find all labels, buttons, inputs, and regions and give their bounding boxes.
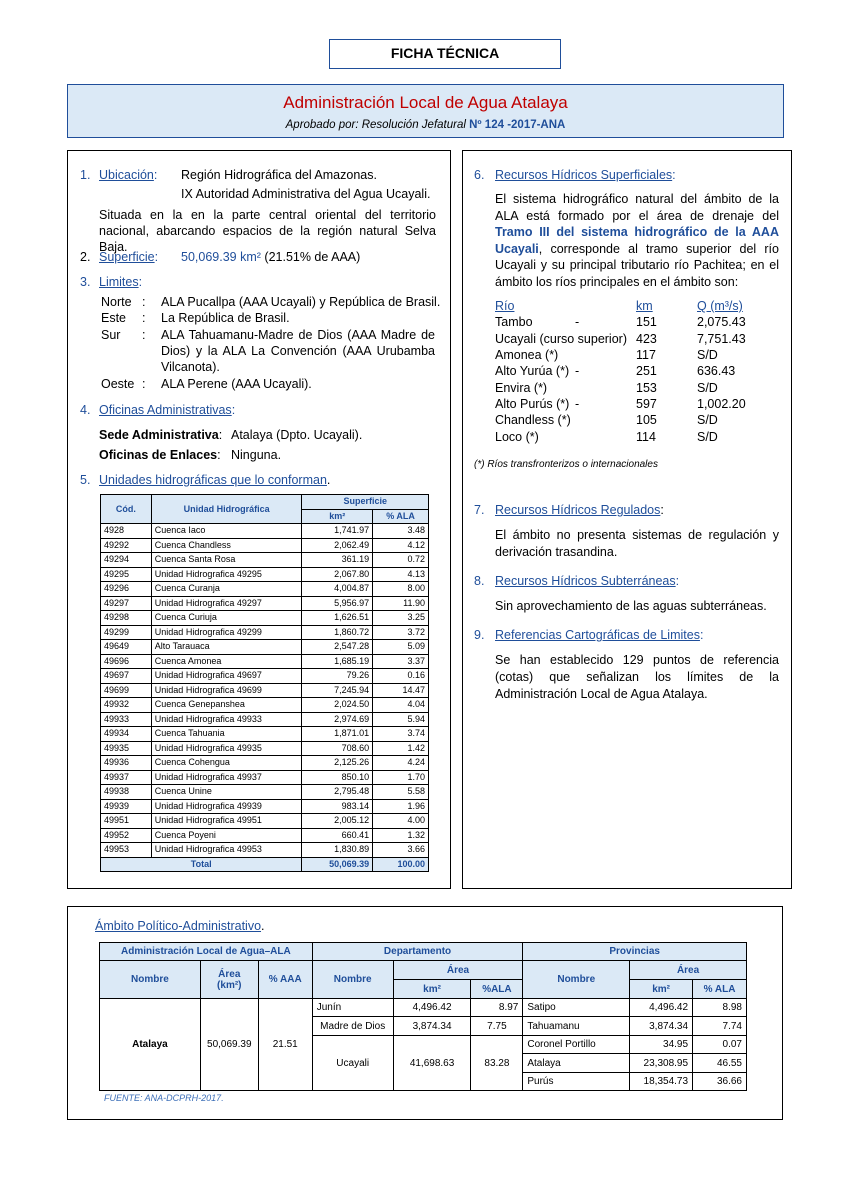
header-prov-area: Área (630, 961, 747, 980)
cell-pct: 3.66 (373, 843, 429, 858)
cell-cod: 49297 (101, 596, 152, 611)
section-number: 6. (474, 168, 485, 182)
cell-km2: 361.19 (302, 553, 373, 568)
limite-sep: : (142, 377, 146, 391)
enlace-label: Oficinas de Enlaces (99, 448, 218, 462)
section-title: Unidades hidrográficas que lo conforman (99, 473, 327, 487)
river-name: Loco (*) (495, 429, 539, 444)
ubicacion-line2: IX Autoridad Administrativa del Agua Ucayali. (181, 187, 431, 201)
section-title: Ubicación (99, 168, 154, 182)
superficie-value-line (181, 249, 360, 265)
cell-cod: 49952 (101, 828, 152, 843)
ala-pct: 21.51 (258, 999, 312, 1091)
river-row (495, 314, 787, 330)
col-header-unidad: Unidad Hidrográfica (151, 495, 302, 524)
ala-area: 50,069.39 (200, 999, 258, 1091)
unidades-table (100, 494, 429, 872)
river-row (495, 363, 787, 379)
paragraph-highlight: Tramo III del sistema hidrográfico de la AAA Ucayali (495, 225, 779, 256)
cell-cod: 49953 (101, 843, 152, 858)
prov-name: Atalaya (523, 1054, 630, 1073)
subterraneas-text: Sin aprovechamiento de las aguas subterráneas. (495, 599, 767, 613)
cell-cod: 49696 (101, 654, 152, 669)
prov-name: Tahuamanu (523, 1017, 630, 1036)
river-km: 423 (636, 331, 657, 346)
area-unit: (km²) (217, 979, 242, 991)
cell-km2: 2,974.69 (302, 712, 373, 727)
cell-unidad: Cuenca Amonea (151, 654, 302, 669)
river-dash: - (575, 396, 580, 411)
prov-pct: 36.66 (693, 1073, 747, 1091)
river-q: 636.43 (697, 364, 736, 379)
table-row (101, 799, 429, 814)
dep-pct: 7.75 (471, 1017, 523, 1036)
river-km: 251 (636, 364, 657, 379)
section-ubicacion (80, 167, 90, 183)
cell-cod: 49296 (101, 582, 152, 597)
dep-pct: 8.97 (471, 999, 523, 1017)
river-row (495, 396, 787, 412)
river-name-cell (495, 331, 636, 347)
river-km: 117 (636, 348, 656, 363)
source-note: FUENTE: ANA-DCPRH-2017. (104, 1093, 224, 1103)
cell-unidad: Unidad Hidrografica 49951 (151, 814, 302, 829)
cell-km2: 1,685.19 (302, 654, 373, 669)
cell-unidad: Unidad Hidrografica 49935 (151, 741, 302, 756)
prov-name: Coronel Portillo (523, 1036, 630, 1054)
area-label: Área (218, 968, 241, 980)
page-title: Administración Local de Agua Atalaya (283, 93, 568, 112)
cell-pct: 5.09 (373, 640, 429, 655)
regulados-text: El ámbito no presenta sistemas de regulación y derivación trasandina. (495, 528, 779, 559)
period: . (261, 919, 265, 933)
table-row (101, 654, 429, 669)
river-km: 597 (636, 396, 657, 411)
rivers-header-rio: Río (495, 299, 515, 314)
river-dash: - (575, 364, 580, 379)
header-prov-nombre: Nombre (523, 961, 630, 999)
dep-name: Junín (312, 999, 393, 1017)
cell-cod: 49294 (101, 553, 152, 568)
cell-km2: 2,547.28 (302, 640, 373, 655)
paragraph-part: El sistema hidrográfico natural del ámbito de la ALA está formado por el área de drenaje del (495, 192, 779, 223)
section-title: Recursos Hídricos Superficiales (495, 168, 673, 182)
river-name: Alto Yurúa (*) (495, 364, 570, 379)
cell-cod: 49932 (101, 698, 152, 713)
cell-pct: 5.58 (373, 785, 429, 800)
colon: : (675, 574, 680, 588)
prov-name: Satipo (523, 999, 630, 1017)
cell-km2: 660.41 (302, 828, 373, 843)
cell-km2: 79.26 (302, 669, 373, 684)
ambito-table (99, 942, 747, 1091)
ala-name: Atalaya (100, 999, 201, 1091)
approval-prefix: Aprobado por: Resolución Jefatural (285, 119, 470, 131)
cell-km2: 7,245.94 (302, 683, 373, 698)
cell-pct: 1.96 (373, 799, 429, 814)
prov-pct: 8.98 (693, 999, 747, 1017)
rivers-header-q: Q (m³/s) (697, 299, 743, 314)
col-header-km2: km² (302, 509, 373, 524)
ubicacion-line1: Región Hidrográfica del Amazonas. (181, 168, 377, 182)
table-row (101, 770, 429, 785)
section-title: Ámbito Político-Administrativo (95, 919, 262, 933)
cell-cod: 49936 (101, 756, 152, 771)
col-header-superficie: Superficie (302, 495, 429, 510)
limite-dir-sur: Sur (101, 328, 121, 342)
cell-unidad: Cuenca Genepanshea (151, 698, 302, 713)
cell-unidad: Unidad Hidrografica 49295 (151, 567, 302, 582)
table-total-row (101, 857, 429, 872)
cell-cod: 49699 (101, 683, 152, 698)
table-row (101, 538, 429, 553)
table-row (101, 698, 429, 713)
river-name-cell (495, 396, 636, 412)
dep-km: 41,698.63 (393, 1036, 471, 1091)
cell-pct: 11.90 (373, 596, 429, 611)
river-km: 151 (636, 315, 657, 330)
cell-cod: 49298 (101, 611, 152, 626)
table-row (101, 582, 429, 597)
cell-cod: 49939 (101, 799, 152, 814)
limite-dir-norte: Norte (101, 295, 132, 309)
oficinas-heading (99, 402, 235, 418)
section-title: Recursos Hídricos Subterráneas (495, 574, 676, 588)
cell-unidad: Unidad Hidrografica 49697 (151, 669, 302, 684)
ubicacion-heading (99, 167, 157, 183)
table-row (101, 828, 429, 843)
section-number: 2. (80, 250, 91, 264)
cell-km2: 5,956.97 (302, 596, 373, 611)
superficiales-paragraph (495, 191, 779, 290)
prov-name: Purús (523, 1073, 630, 1091)
colon: : (672, 168, 676, 182)
cell-pct: 4.12 (373, 538, 429, 553)
table-row (101, 640, 429, 655)
referencias-heading (495, 627, 703, 643)
table-row (101, 567, 429, 582)
cell-pct: 14.47 (373, 683, 429, 698)
section-number: 7. (474, 503, 485, 517)
cell-km2: 2,062.49 (302, 538, 373, 553)
header-ala-area (200, 961, 258, 999)
cell-pct: 5.94 (373, 712, 429, 727)
river-name: Amonea (*) (495, 348, 559, 363)
cell-km2: 2,024.50 (302, 698, 373, 713)
total-km2: 50,069.39 (302, 857, 373, 872)
river-km: 153 (636, 380, 657, 395)
enlace-label-line (99, 447, 221, 463)
cell-km2: 850.10 (302, 770, 373, 785)
header-dep-area: Área (393, 961, 523, 980)
cell-km2: 2,005.12 (302, 814, 373, 829)
river-q: S/D (697, 380, 718, 395)
limite-text-sur: ALA Tahuamanu-Madre de Dios (AAA Madre de Dios) y la ALA La Convención (AAA Urubamba Vilcanota). (161, 328, 435, 374)
section-title: Superficie (99, 250, 155, 264)
colon: : (660, 503, 664, 517)
dep-pct: 83.28 (471, 1036, 523, 1091)
prov-km: 34.95 (630, 1036, 693, 1054)
cell-cod: 4928 (101, 524, 152, 539)
prov-pct: 0.07 (693, 1036, 747, 1054)
limite-sep: : (142, 328, 146, 342)
col-header-pct-ala: % ALA (373, 509, 429, 524)
river-q: 7,751.43 (697, 331, 746, 346)
section-number: 3. (80, 275, 91, 289)
header-ala-nombre: Nombre (100, 961, 201, 999)
river-q: S/D (697, 348, 718, 363)
header-dep-km2: km² (393, 980, 471, 999)
table-row (101, 785, 429, 800)
cell-unidad: Cuenca Santa Rosa (151, 553, 302, 568)
cell-km2: 1,626.51 (302, 611, 373, 626)
cell-km2: 983.14 (302, 799, 373, 814)
cell-pct: 4.00 (373, 814, 429, 829)
limite-sep: : (142, 311, 146, 325)
sede-value: Atalaya (Dpto. Ucayali). (231, 428, 363, 442)
section-number: 4. (80, 403, 91, 417)
river-name: Tambo (495, 315, 533, 330)
cell-unidad: Alto Tarauaca (151, 640, 302, 655)
section-number: 8. (474, 574, 485, 588)
header-prov-km2: km² (630, 980, 693, 999)
cell-km2: 1,830.89 (302, 843, 373, 858)
dep-km: 4,496.42 (393, 999, 471, 1017)
river-km: 105 (636, 413, 657, 428)
col-header-cod: Cód. (101, 495, 152, 524)
cell-pct: 3.72 (373, 625, 429, 640)
cell-cod: 49935 (101, 741, 152, 756)
resolution-number: Nº 124 -2017-ANA (469, 119, 566, 131)
table-row (101, 669, 429, 684)
superficie-percent: (21.51% de AAA) (264, 250, 361, 264)
rivers-header-km: km (636, 299, 653, 314)
colon: : (154, 250, 159, 264)
river-name: Ucayali (curso superior) (495, 331, 627, 346)
cell-unidad: Unidad Hidrografica 49297 (151, 596, 302, 611)
cell-cod: 49299 (101, 625, 152, 640)
prov-km: 4,496.42 (630, 999, 693, 1017)
header-box (67, 84, 784, 138)
unidades-heading (99, 472, 330, 488)
table-row (101, 727, 429, 742)
section-number: 1. (80, 168, 91, 182)
header-prov-pct: % ALA (693, 980, 747, 999)
cell-pct: 0.72 (373, 553, 429, 568)
superficiales-heading (495, 167, 676, 183)
cell-cod: 49933 (101, 712, 152, 727)
river-name-cell (495, 363, 636, 379)
dep-name: Ucayali (312, 1036, 393, 1091)
cell-unidad: Cuenca Tahuania (151, 727, 302, 742)
colon: : (231, 403, 236, 417)
header-departamento: Departamento (312, 943, 523, 961)
cell-pct: 1.42 (373, 741, 429, 756)
river-name-cell (495, 428, 636, 444)
limite-sep: : (142, 295, 146, 309)
subterraneas-heading (495, 573, 679, 589)
regulados-heading (495, 502, 664, 518)
cell-pct: 1.70 (373, 770, 429, 785)
colon: : (217, 448, 221, 462)
cell-unidad: Cuenca Cohengua (151, 756, 302, 771)
cell-pct: 4.13 (373, 567, 429, 582)
cell-cod: 49951 (101, 814, 152, 829)
section-title: Limites (99, 275, 139, 289)
referencias-text: Se han establecido 129 puntos de referencia (cotas) que señalizan los límites de la Administración Local de Agua Atalaya. (495, 653, 779, 701)
cell-pct: 3.48 (373, 524, 429, 539)
table-row (101, 596, 429, 611)
river-name-cell (495, 314, 636, 330)
river-row (495, 331, 787, 347)
limite-text-norte: ALA Pucallpa (AAA Ucayali) y República de Brasil. (161, 295, 441, 309)
river-q: 2,075.43 (697, 315, 746, 330)
prov-pct: 7.74 (693, 1017, 747, 1036)
section-title: Referencias Cartográficas de Limites (495, 628, 700, 642)
cell-pct: 3.25 (373, 611, 429, 626)
cell-km2: 1,741.97 (302, 524, 373, 539)
prov-km: 23,308.95 (630, 1054, 693, 1073)
header-dep-pct: %ALA (471, 980, 523, 999)
river-row (495, 347, 787, 363)
cell-pct: 4.24 (373, 756, 429, 771)
section-number: 9. (474, 628, 485, 642)
cell-unidad: Unidad Hidrografica 49939 (151, 799, 302, 814)
cell-cod: 49649 (101, 640, 152, 655)
superficie-value: 50,069.39 km² (181, 250, 261, 264)
table-row (101, 843, 429, 858)
sede-label: Sede Administrativa (99, 428, 219, 442)
river-name: Alto Purús (*) (495, 396, 570, 411)
cell-pct: 8.00 (373, 582, 429, 597)
cell-cod: 49938 (101, 785, 152, 800)
river-row (495, 412, 787, 428)
cell-unidad: Cuenca Poyeni (151, 828, 302, 843)
total-label: Total (101, 857, 302, 872)
dep-km: 3,874.34 (393, 1017, 471, 1036)
river-name: Envira (*) (495, 380, 548, 395)
header-dep-nombre: Nombre (312, 961, 393, 999)
table-row (101, 625, 429, 640)
cell-cod: 49292 (101, 538, 152, 553)
prov-km: 18,354.73 (630, 1073, 693, 1091)
river-name: Chandless (*) (495, 413, 571, 428)
limite-text-este: La República de Brasil. (161, 311, 290, 325)
river-dash: - (575, 315, 580, 330)
river-q: 1,002.20 (697, 396, 746, 411)
cell-pct: 4.04 (373, 698, 429, 713)
cell-cod: 49295 (101, 567, 152, 582)
cell-km2: 2,795.48 (302, 785, 373, 800)
cell-pct: 0.16 (373, 669, 429, 684)
table-row (101, 814, 429, 829)
table-row (101, 756, 429, 771)
header-pct-aaa: % AAA (258, 961, 312, 999)
colon: : (218, 428, 223, 442)
limite-dir-este: Este (101, 311, 127, 325)
cell-unidad: Unidad Hidrografica 49699 (151, 683, 302, 698)
colon: : (699, 628, 704, 642)
river-name-cell (495, 412, 636, 428)
colon: : (138, 275, 143, 289)
cell-km2: 2,125.26 (302, 756, 373, 771)
prov-pct: 46.55 (693, 1054, 747, 1073)
cell-km2: 4,004.87 (302, 582, 373, 597)
cell-cod: 49697 (101, 669, 152, 684)
total-pct: 100.00 (373, 857, 429, 872)
limite-text-oeste: ALA Perene (AAA Ucayali). (161, 377, 312, 391)
period: . (326, 473, 331, 487)
river-km: 114 (636, 429, 656, 444)
prov-km: 3,874.34 (630, 1017, 693, 1036)
cell-unidad: Unidad Hidrografica 49937 (151, 770, 302, 785)
sede-label-line (99, 427, 222, 443)
cell-pct: 1.32 (373, 828, 429, 843)
table-row (101, 611, 429, 626)
colon: : (153, 168, 158, 182)
river-q: S/D (697, 413, 718, 428)
header-ala: Administración Local de Agua–ALA (100, 943, 313, 961)
river-name-cell (495, 347, 636, 363)
river-name-cell (495, 379, 636, 395)
table-row (101, 524, 429, 539)
cell-pct: 3.37 (373, 654, 429, 669)
river-row (495, 428, 787, 444)
cell-km2: 708.60 (302, 741, 373, 756)
dep-name: Madre de Dios (312, 1017, 393, 1036)
cell-unidad: Cuenca Curanja (151, 582, 302, 597)
rivers-note: (*) Ríos transfronterizos o internacionales (474, 459, 658, 470)
table-row (101, 553, 429, 568)
limites-heading (99, 274, 142, 290)
ubicacion-paragraph: Situada en la en la parte central oriental del territorio nacional, abarcando espacios de la región natural Selva Baja. (99, 208, 436, 254)
approval-line (68, 119, 783, 131)
cell-pct: 3.74 (373, 727, 429, 742)
section-number: 5. (80, 473, 91, 487)
cell-unidad: Unidad Hidrografica 49953 (151, 843, 302, 858)
ambito-heading (95, 918, 265, 934)
cell-unidad: Cuenca Curiuja (151, 611, 302, 626)
cell-unidad: Cuenca Iaco (151, 524, 302, 539)
cell-cod: 49937 (101, 770, 152, 785)
section-title: Oficinas Administrativas (99, 403, 232, 417)
table-row (101, 712, 429, 727)
river-q: S/D (697, 429, 718, 444)
limite-dir-oeste: Oeste (101, 377, 135, 391)
cell-cod: 49934 (101, 727, 152, 742)
cell-km2: 2,067.80 (302, 567, 373, 582)
river-row (495, 379, 787, 395)
cell-km2: 1,860.72 (302, 625, 373, 640)
table-row (101, 741, 429, 756)
header-provincias: Provincias (523, 943, 747, 961)
cell-km2: 1,871.01 (302, 727, 373, 742)
table-row (101, 683, 429, 698)
cell-unidad: Unidad Hidrografica 49299 (151, 625, 302, 640)
cell-unidad: Cuenca Unine (151, 785, 302, 800)
cell-unidad: Cuenca Chandless (151, 538, 302, 553)
enlace-value: Ninguna. (231, 448, 282, 462)
rivers-table (495, 298, 787, 445)
paragraph-part: , corresponde al tramo superior del río Ucayali y su principal tributario río Pachitea; en el ámbito los ríos principales en el ámbito son: (495, 241, 779, 289)
ficha-title: FICHA TÉCNICA (329, 39, 561, 69)
section-title: Recursos Hídricos Regulados (495, 503, 661, 517)
cell-unidad: Unidad Hidrografica 49933 (151, 712, 302, 727)
superficie-heading (99, 249, 158, 265)
